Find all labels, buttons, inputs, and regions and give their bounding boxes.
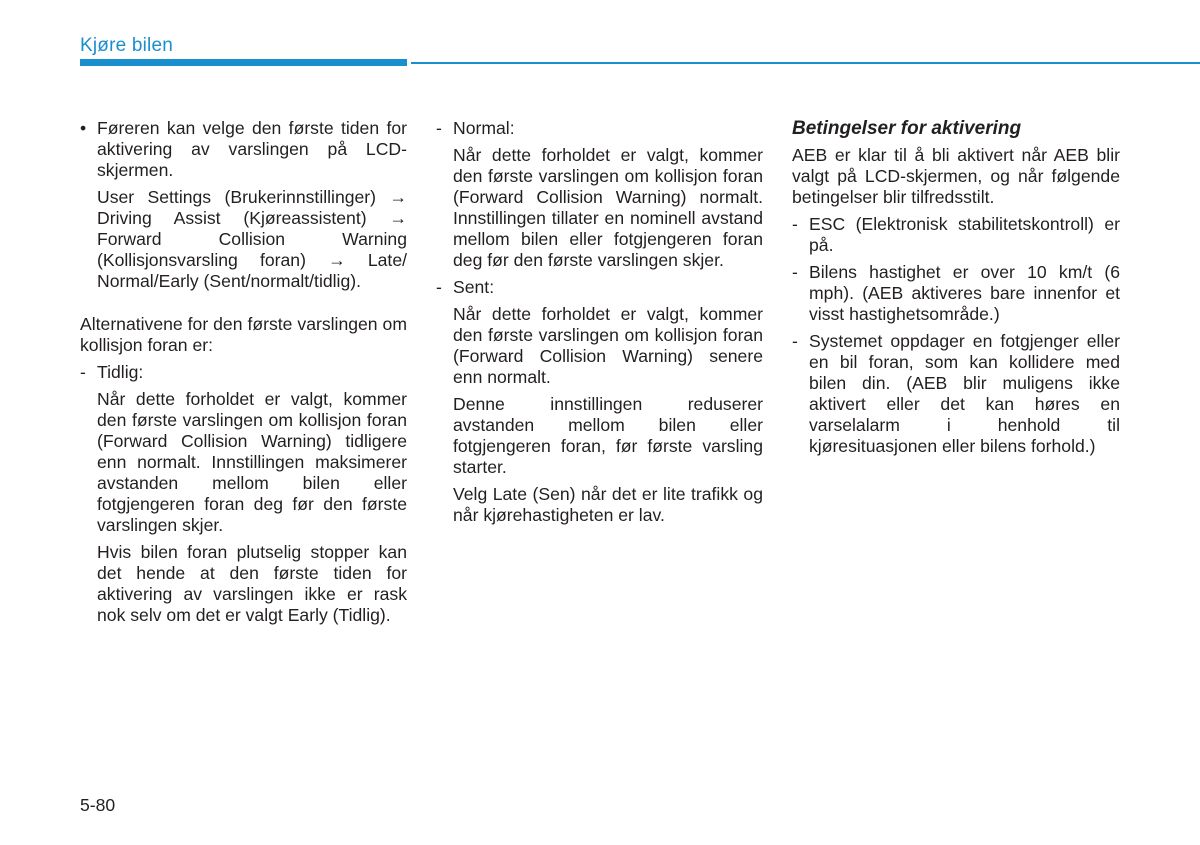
sent-paragraph-3: Velg Late (Sen) når det er lite trafikk og når kjørehastigheten er lav.	[453, 484, 763, 525]
option-sent-label	[436, 277, 763, 298]
tidlig-paragraph-2: Hvis bilen foran plutselig stopper kan det hende at den første tiden for aktivering av varslingen ikke er rask nok selv om det er valgt Early (Tidlig).	[97, 542, 407, 625]
option-label-text: Tidlig:	[97, 362, 144, 382]
condition-item	[792, 214, 1120, 256]
normal-paragraph: Når dette forholdet er valgt, kommer den første varslingen om kollisjon foran (Forward Collision Warning) normalt. Innstillingen tillater en nominell avstand mellom bilen eller fotgjengeren foran deg før den første varslingen skjer.	[453, 145, 763, 270]
alternatives-intro: Alternativene for den første varslingen om kollisjon foran er:	[80, 314, 407, 355]
condition-item	[792, 262, 1120, 325]
header-rule-thick	[80, 59, 407, 66]
option-normal-label	[436, 118, 763, 139]
condition-item	[792, 331, 1120, 457]
column-1	[80, 118, 407, 626]
bullet-item	[80, 118, 407, 181]
dash-mark: -	[436, 118, 442, 138]
condition-text: Bilens hastighet er over 10 km/t (6 mph). (AEB aktiveres bare innenfor et visst hastighetsområde.)	[809, 262, 1120, 324]
condition-text: ESC (Elektronisk stabilitetskontroll) er på.	[809, 214, 1120, 255]
dash-mark: -	[792, 214, 798, 234]
dash-mark: -	[792, 331, 798, 351]
section-title: Kjøre bilen	[80, 35, 174, 56]
settings-path: User Settings (Brukerinnstillinger) → Driving Assist (Kjøreassistent) → Forward Collision Warning (Kollisjonsvarsling foran) → Late/ Normal/Early (Sent/normalt/tidlig).	[97, 187, 407, 291]
bullet-mark: •	[80, 118, 87, 138]
page-number: 5-80	[80, 795, 116, 815]
option-label-text: Sent:	[453, 277, 495, 297]
dash-mark: -	[792, 262, 798, 282]
sent-paragraph-1: Når dette forholdet er valgt, kommer den første varslingen om kollisjon foran (Forward Collision Warning) senere enn normalt.	[453, 304, 763, 387]
option-tidlig-label	[80, 362, 407, 383]
tidlig-paragraph-1: Når dette forholdet er valgt, kommer den første varslingen om kollisjon foran (Forward Collision Warning) tidligere enn normalt. Innstillingen maksimerer avstanden mellom bilen eller fotgjengeren foran deg før den første varslingen skjer.	[97, 389, 407, 535]
option-label-text: Normal:	[453, 118, 515, 138]
column-3	[792, 118, 1120, 457]
dash-mark: -	[80, 362, 86, 382]
sent-paragraph-2: Denne innstillingen reduserer avstanden mellom bilen eller fotgjengeren foran, før første varsling starter.	[453, 394, 763, 477]
header-rule-thin	[411, 62, 1200, 64]
dash-mark: -	[436, 277, 442, 297]
condition-text: Systemet oppdager en fotgjenger eller en bil foran, som kan kollidere med bilen din. (AEB blir muligens ikke aktivert eller det kan høres en varselalarm i henhold til kjøresituasjonen eller bilens forhold.)	[809, 331, 1120, 456]
conditions-intro: AEB er klar til å bli aktivert når AEB blir valgt på LCD-skjermen, og når følgende betingelser blir tilfredsstilt.	[792, 145, 1120, 207]
column-2	[436, 118, 763, 526]
bullet-text: Føreren kan velge den første tiden for aktivering av varslingen på LCD-skjermen.	[97, 118, 407, 180]
section-heading: Betingelser for aktivering	[792, 118, 1022, 139]
